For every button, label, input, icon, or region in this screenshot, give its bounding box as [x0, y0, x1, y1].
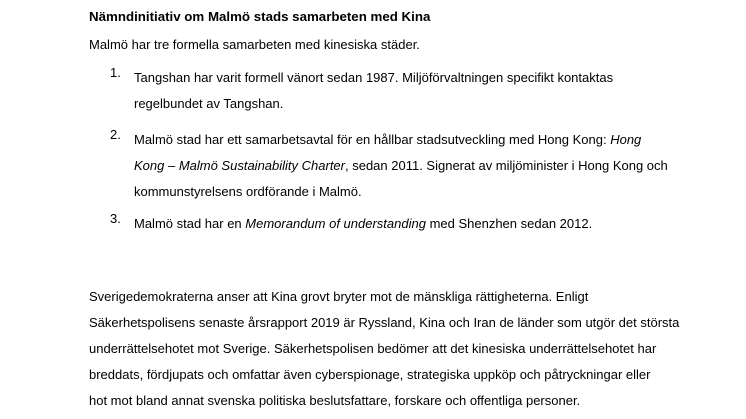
- paragraph-line: Säkerhetspolisens senaste årsrapport 2019 är Ryssland, Kina och Iran de länder som utgör det största: [89, 315, 680, 330]
- body-paragraph: [89, 284, 680, 414]
- intro-text: Malmö har tre formella samarbeten med kinesiska städer.: [89, 37, 420, 52]
- paragraph-line: hot mot bland annat svenska politiska beslutsfattare, forskare och offentliga personer.: [89, 393, 581, 408]
- list-item-line: kommunstyrelsens ordförande i Malmö.: [134, 184, 362, 199]
- list-number: 3.: [110, 211, 121, 226]
- list-item-text: [134, 127, 668, 205]
- list-item-line: [134, 127, 664, 153]
- list-item-text: [134, 65, 664, 117]
- paragraph-line: Sverigedemokraterna anser att Kina grovt bryter mot de mänskliga rättigheterna. Enligt: [89, 289, 589, 304]
- list-item-text: [134, 211, 664, 237]
- list-item-line: regelbundet av Tangshan.: [134, 96, 284, 111]
- italic-title: Hong: [610, 132, 642, 147]
- text-run: med Shenzhen sedan 2012.: [425, 216, 593, 231]
- italic-term: Memorandum of understanding: [245, 216, 426, 231]
- list-item-line: [134, 153, 668, 179]
- text-run: Malmö stad har ett samarbetsavtal för en hållbar stadsutveckling med Hong Kong:: [134, 132, 611, 147]
- text-run: Malmö stad har en: [134, 216, 246, 231]
- text-run: , sedan 2011. Signerat av miljöminister i Hong Kong och: [345, 158, 668, 173]
- document-title: Nämndinitiativ om Malmö stads samarbeten med Kina: [89, 9, 431, 24]
- paragraph-line: breddats, fördjupats och omfattar även cyberspionage, strategiska uppköp och påtryckningar eller: [89, 367, 651, 382]
- list-item-line: [134, 211, 664, 237]
- list-item-line: Tangshan har varit formell vänort sedan 1987. Miljöförvaltningen specifikt kontaktas: [134, 70, 614, 85]
- paragraph-line: underrättelsehotet mot Sverige. Säkerhetspolisen bedömer att det kinesiska underrättelsehotet har: [89, 341, 657, 356]
- list-number: 2.: [110, 127, 121, 142]
- italic-title: Kong – Malmö Sustainability Charter: [134, 158, 345, 173]
- list-number: 1.: [110, 65, 121, 80]
